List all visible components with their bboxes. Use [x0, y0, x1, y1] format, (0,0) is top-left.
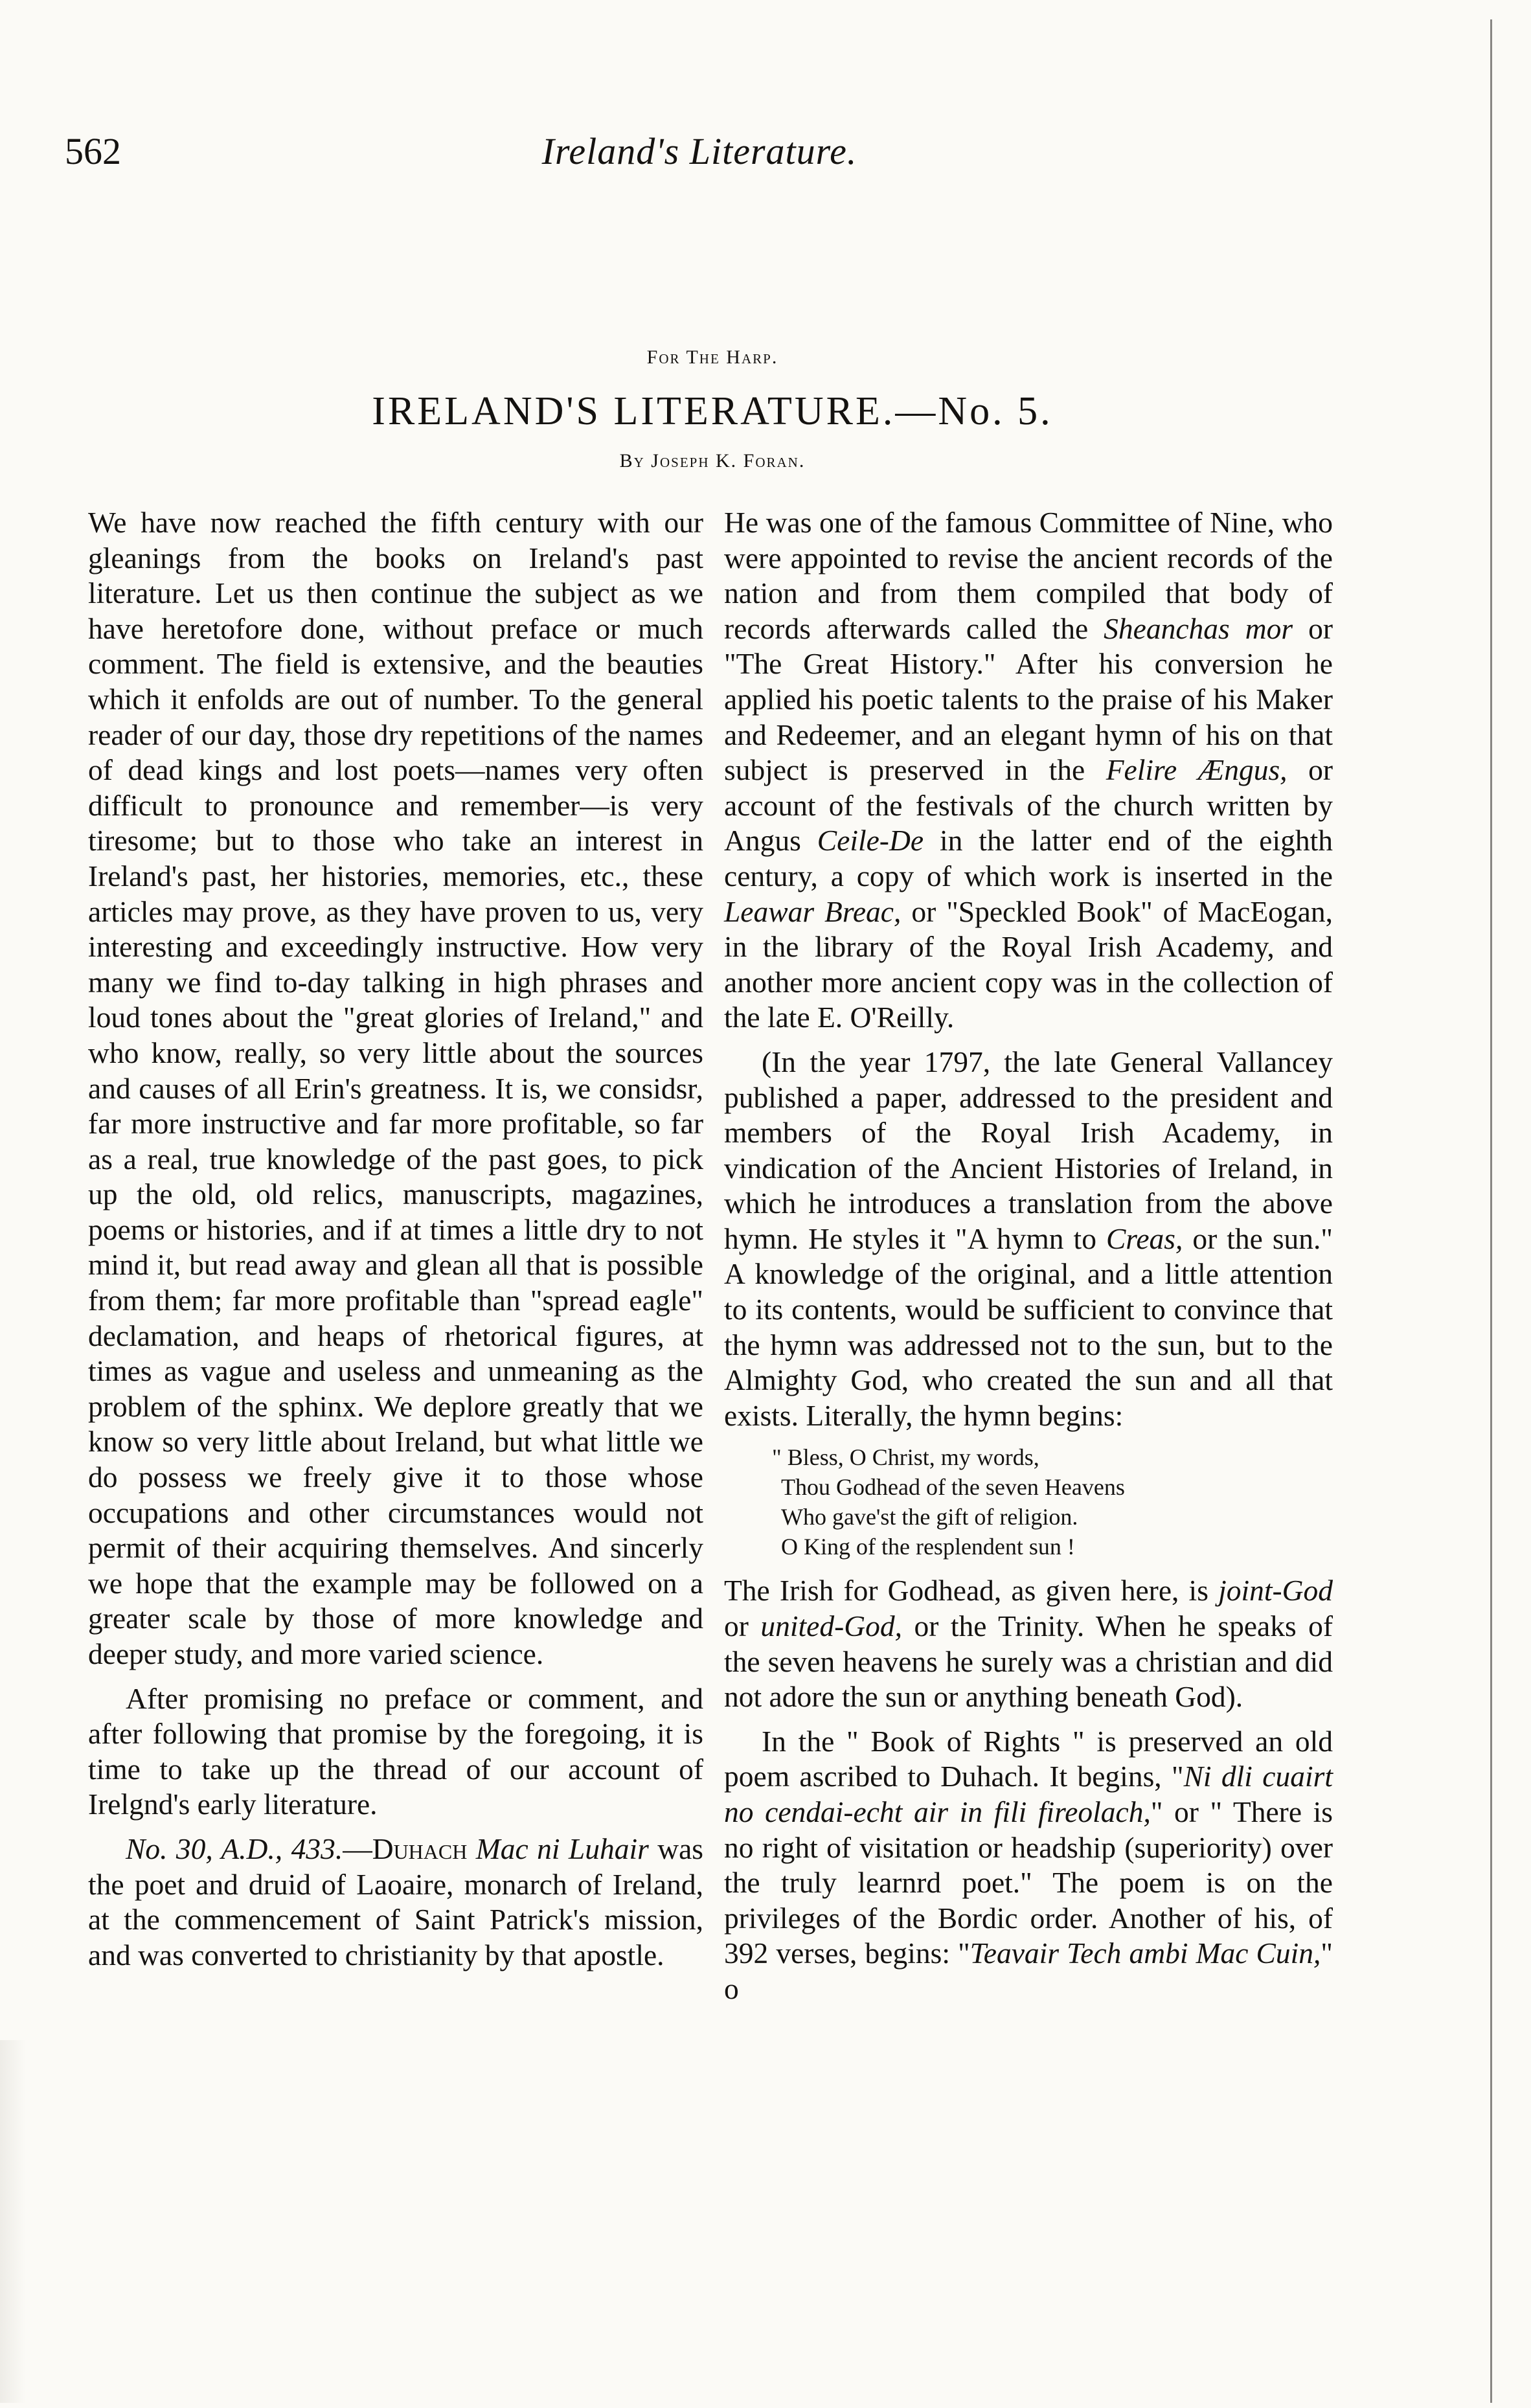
right-column: [724, 505, 1333, 2016]
italic-title: Leawar Breac,: [724, 894, 902, 928]
page-number: 562: [65, 130, 121, 172]
scan-smudge: [0, 2040, 26, 2403]
hymn-line: O King of the resplendent sun !: [781, 1534, 1075, 1560]
text-run: " o: [724, 1937, 1333, 2005]
hymn-quote: [772, 1442, 1333, 1562]
text-run: The Irish for Godhead, as given here, is: [724, 1574, 1208, 1607]
entry-name: —Duhach: [343, 1832, 468, 1865]
text-run: or the sun." A knowledge of the original, and a little attention to its contents, would be sufficient to convince that the hymn was addressed not to the sun, but to the Almighty God, who created the sun and all that exists. Literally, the hymn begins:: [724, 1221, 1333, 1432]
paragraph-transition: After promising no preface or comment, and after following that promise by the foregoing, it is time to take up the thread of our account of Irelgnd's early literature.: [88, 1681, 703, 1821]
article-title: IRELAND'S LITERATURE.—No. 5.: [372, 389, 1053, 433]
text-run: or "Speckled Book" of MacEogan, in the library of the Royal Irish Academy, and another more ancient copy was in the collection of the late E. O'Reilly.: [724, 894, 1333, 1034]
italic-title: Felire Ængus,: [1106, 753, 1287, 787]
italic-quote: Ni dli cuairt no cendai-echt air in fili fireolach,: [724, 1760, 1333, 1828]
hymn-line: Who gave'st the gift of religion.: [781, 1504, 1078, 1530]
italic-word: united-God,: [760, 1609, 902, 1643]
text-run: in the latter end of the eighth century, a copy of which work is inserted in the: [724, 824, 1333, 892]
left-column: [88, 505, 703, 1982]
italic-title: Sheanchas mor: [1104, 611, 1293, 645]
text-run: or: [724, 1609, 749, 1643]
byline: By Joseph K. Foran.: [619, 450, 806, 471]
paragraph-vallancey: [724, 1045, 1333, 1434]
italic-quote: Teavair Tech ambi Mac Cuin,: [970, 1937, 1321, 1970]
text-run: He was one of the famous Committee of Nine, who were appointed to revise the ancient records of the nation and from them compiled that body of records afterwards called the: [724, 506, 1333, 645]
text-run: In the " Book of Rights " is preserved an old poem ascribed to Duhach. It begins, ": [724, 1724, 1333, 1793]
hymn-line: Thou Godhead of the seven Heavens: [781, 1474, 1125, 1501]
text-run: or the Trinity. When he speaks of the seven heavens he surely was a christian and did not adore the sun or anything beneath God).: [724, 1609, 1333, 1714]
entry-reference: No. 30, A.D., 433.: [126, 1832, 343, 1865]
entry-text: was the poet and druid of Laoaire, monarch of Ireland, at the commencement of Saint Patrick's mission, and was converted to christianity by that apostle.: [88, 1832, 703, 1971]
text-run: or "The Great History." After his conversion he applied his poetic talents to the praise of his Maker and Redeemer, and an elegant hymn of his on that subject is preserved in the: [724, 611, 1333, 787]
running-head: [65, 130, 1334, 181]
italic-title: Ceile-De: [817, 824, 924, 858]
paragraph-duhach: [88, 1832, 703, 1973]
text-run: " or " There is no right of visitation or headship (superiority) over the truly learnrd poet." The poem is on the privileges of the Bordic order. Another of his, of 392 verses, begins: ": [724, 1795, 1333, 1970]
hymn-line: " Bless, O Christ, my words,: [772, 1444, 1039, 1471]
text-run: or account of the festivals of the church written by Angus: [724, 753, 1333, 858]
running-title: Ireland's Literature.: [541, 130, 857, 172]
paragraph-book-of-rights: [724, 1724, 1333, 2007]
paragraph-committee: [724, 505, 1333, 1036]
section-label: For The Harp.: [646, 346, 778, 368]
paragraph-intro: We have now reached the fifth century with our gleanings from the books on Ireland's past literature. Let us then continue the subject as we have heretofore done, without preface or much comment. The field is extensive, and the beauties which it enfolds are out of number. To the general reader of our day, those dry repetitions of the names of dead kings and lost poets—names very often difficult to pronounce and remember—is very tiresome; but to those who take an interest in Ireland's past, her histories, memories, etc., these articles may prove, as they have proven to us, very interesting and exceedingly instructive. How very many we find to-day talking in high phrases and loud tones about the "great glories of Ireland," and who know, really, so very little about the sources and causes of all Erin's greatness. It is, we considsr, far more instructive and far more profitable, so far as a real, true knowledge of the past goes, to pick up the old, old relics, manuscripts, magazines, poems or histories, and if at times a little dry to not mind it, but read away and glean all that is possible from them; far more profitable than "spread eagle" declamation, and heaps of rhetorical figures, at times as vague and useless and unmeaning as the problem of the sphinx. We deplore greatly that we know so very little about Ireland, but what little we do possess we freely give it to those whose occupations and other circumstances would not permit of their acquiring themselves. And sincerly we hope that the example may be followed on a greater scale by those of more knowledge and deeper study, and more varied science.: [88, 506, 703, 1670]
entry-name-continued: Mac ni Luhair: [475, 1832, 649, 1865]
text-run: (In the year 1797, the late General Vallancey published a paper, addressed to the president and members of the Royal Irish Academy, in vindication of the Ancient Histories of Ireland, in which he introduces a translation from the above hymn. He styles it "A hymn to: [724, 1045, 1333, 1255]
paragraph-godhead: [724, 1573, 1333, 1714]
italic-word: Creas,: [1106, 1221, 1183, 1255]
italic-word: joint-God: [1218, 1574, 1333, 1607]
page-edge-rule: [1490, 19, 1512, 2403]
